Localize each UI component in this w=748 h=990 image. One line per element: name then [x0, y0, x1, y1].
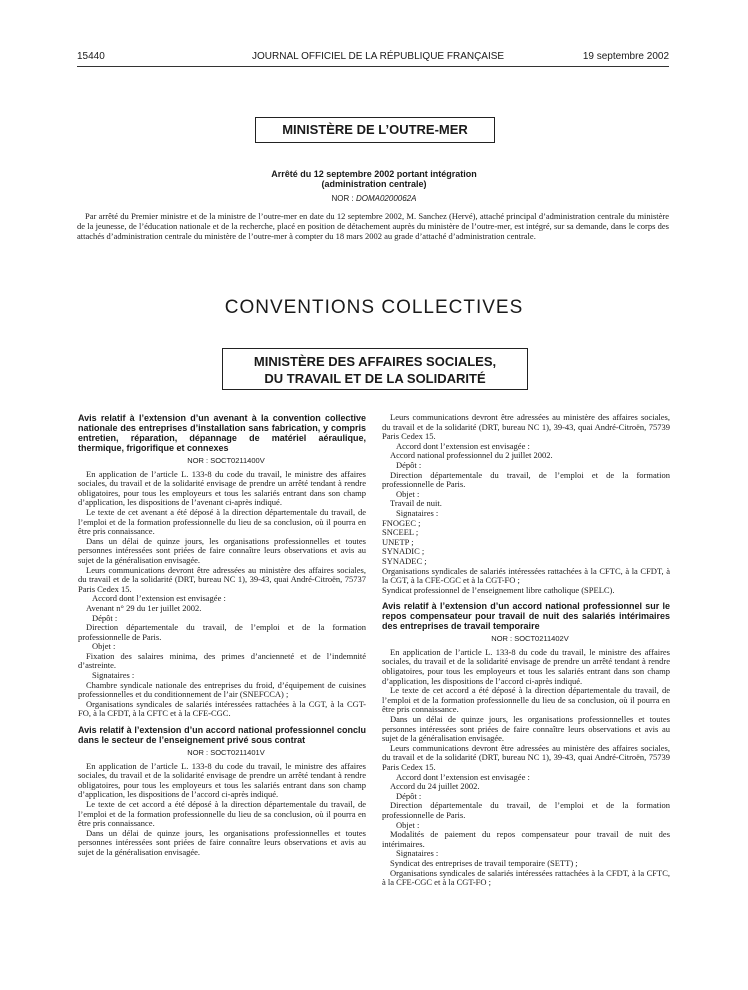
depot-label: Dépôt : — [396, 790, 422, 801]
notice-1-nor: NOR : SOCT0211400V — [187, 456, 265, 465]
notice-1-para: Le texte de cet avenant a été déposé à la direction départementale du travail, de l’emploi et de la formation professionnelle du lieu de sa conclusion, où il pourra en être pris connaissance. — [78, 506, 366, 537]
depot-text: Direction départementale du travail, de l’emploi et de la formation professionnelle de Paris. — [382, 800, 670, 820]
accord-text: Accord national professionnel du 2 juillet 2002. — [390, 450, 553, 461]
signataire: Syndicat des entreprises de travail temporaire (SETT) ; — [390, 857, 578, 868]
objet-text: Travail de nuit. — [390, 498, 442, 509]
notice-1-para: Leurs communications devront être adressées au ministère des affaires sociales, du travail et de la solidarité (DRT, bureau NC 1), 39-43, quai André-Citroën, 75737 Paris Cedex 15. — [78, 564, 366, 594]
objet-label: Objet : — [396, 819, 420, 830]
journal-title: JOURNAL OFFICIEL DE LA RÉPUBLIQUE FRANÇAISE — [252, 51, 505, 62]
objet-label: Objet : — [92, 641, 116, 652]
accord-label: Accord dont l’extension est envisagée : — [92, 593, 226, 604]
arrete-title-line1: Arrêté du 12 septembre 2002 portant intégration — [271, 169, 477, 179]
signataire: SNCEEL ; — [382, 527, 419, 538]
arrete-title — [0, 169, 748, 189]
notice-2-para: Dans un délai de quinze jours, les organisations professionnelles et toutes personnes intéressées sont priées de faire connaître leurs observations et avis au sujet de la généralisation envisagée. — [78, 827, 366, 857]
depot-text: Direction départementale du travail, de l’emploi et de la formation professionnelle de Paris. — [382, 469, 670, 490]
arrete-title-line2: (administration centrale) — [321, 179, 427, 189]
objet-text: Modalités de paiement du repos compensateur pour travail de nuit des intérimaires. — [382, 829, 670, 849]
notice-2-title: Avis relatif à l’extension d’un accord national professionnel conclu dans le secteur de l’enseignement privé sous contrat — [78, 725, 366, 746]
arrete-nor: NOR : DOMA0200062A — [331, 194, 417, 203]
accord-text: Avenant n° 29 du 1er juillet 2002. — [86, 602, 202, 613]
accord-label: Accord dont l’extension est envisagée : — [396, 440, 530, 451]
notice-1-para: Dans un délai de quinze jours, les organisations professionnelles et toutes personnes intéressées sont priées de faire connaître leurs observations et avis au sujet de la généralisation envisagée. — [78, 535, 366, 565]
notice-1-title: Avis relatif à l’extension d’un avenant à la convention collective nationale des entreprises d’installation sans fabrication, y compris entretien, réparation, dépannage de matériel aéraulique, thermique, frigorifique et connexes — [78, 413, 366, 453]
section-title: CONVENTIONS COLLECTIVES — [224, 297, 524, 318]
notice-2-para: Leurs communications devront être adressées au ministère des affaires sociales, du travail et de la solidarité (DRT, bureau NC 1), 39-43, quai André-Citroën, 75739 Paris Cedex 15. — [382, 412, 670, 442]
signataire: Organisations syndicales de salariés intéressées rattachées à la CGT, à la CGT-FO, à la CFDT, à la CFTC et à la CFE-CGC. — [78, 698, 366, 719]
notice-3-para: Le texte de cet accord a été déposé à la direction départementale du travail, de l’emploi et de la formation professionnelle du lieu de sa conclusion, où il pourra en être pris connaissance. — [382, 685, 670, 715]
signataires-label: Signataires : — [92, 670, 135, 681]
signataire: SYNADIC ; — [382, 546, 425, 557]
ministry-outre-mer-heading: MINISTÈRE DE L’OUTRE-MER — [255, 117, 495, 143]
notice-3-para: Dans un délai de quinze jours, les organisations professionnelles et toutes personnes intéressées sont priées de faire connaître leurs observations et avis au sujet de la généralisation envisagée. — [382, 714, 670, 744]
objet-label: Objet : — [396, 488, 420, 499]
signataires-label: Signataires : — [396, 507, 439, 518]
signataire: UNETP ; — [382, 536, 414, 547]
objet-text: Fixation des salaires minima, des primes d’ancienneté et de l’indemnité d’astreinte. — [78, 650, 366, 671]
signataire: Organisations syndicales de salariés intéressées rattachées à la CFTC, à la CFDT, à la CGT, à la CFE-CGC et à la CGT-FO ; — [382, 565, 670, 586]
signataires-label: Signataires : — [396, 848, 439, 859]
accord-label: Accord dont l’extension est envisagée : — [396, 771, 530, 782]
notice-3-para: Leurs communications devront être adressées au ministère des affaires sociales, du travail et de la solidarité (DRT, bureau NC 1), 39-43, quai André-Citroën, 75739 Paris Cedex 15. — [382, 742, 670, 772]
signataire: SYNADEC ; — [382, 555, 427, 566]
notice-3-nor: NOR : SOCT0211402V — [491, 634, 569, 644]
notice-3-para: En application de l’article L. 133-8 du code du travail, le ministre des affaires sociales, du travail et de la solidarité envisage de prendre un arrêté tendant à rendre obligatoires, pour tous les employeurs et tous les salariés entrant dans son champ d’application, les dispositions de l’accord ci-après indiqué. — [382, 646, 670, 686]
accord-text: Accord du 24 juillet 2002. — [390, 781, 480, 792]
signataire: Chambre syndicale nationale des entreprises du froid, d’équipement de cuisines professionnelles et du conditionnement de l’air (SNEFCCA) ; — [78, 679, 366, 700]
arrete-body: Par arrêté du Premier ministre et de la ministre de l’outre-mer en date du 12 septembre 2002, M. Sanchez (Hervé), attaché principal d’administration centrale du ministère de la jeunesse, de l’éducation nationale et de la recherche, placé en position de détachement auprès du ministère de l’outre-mer, est intégré, sur sa demande, dans le corps des attachés d’administration centrale du ministère de l’outre-mer à compter du 18 mars 2002 au grade d’attaché d’administration centrale. — [77, 211, 669, 242]
right-column — [382, 413, 670, 888]
notice-3-title: Avis relatif à l’extension d’un accord national professionnel sur le repos compensateur pour travail de nuit des salariés intérimaires des entreprises de travail temporaire — [382, 601, 670, 632]
signataire: FNOGEC ; — [382, 517, 421, 528]
notice-2-para: Le texte de cet accord a été déposé à la direction départementale du travail, de l’emploi et de la formation professionnelle du lieu de sa conclusion, où il pourra en être pris connaissance. — [78, 799, 366, 829]
notice-1-para: En application de l’article L. 133-8 du code du travail, le ministre des affaires sociales, du travail et de la solidarité envisage de prendre un arrêté tendant à rendre obligatoires, pour tous les employeurs et tous les salariés entrant dans son champ d’application, les dispositions de l’avenant ci-après indiqué. — [78, 468, 366, 508]
ministry-affaires-sociales-heading: MINISTÈRE DES AFFAIRES SOCIALES, DU TRAVAIL ET DE LA SOLIDARITÉ — [222, 348, 528, 390]
signataire: Syndicat professionnel de l’enseignement libre catholique (SPELC). — [382, 584, 615, 595]
notice-2-para: En application de l’article L. 133-8 du code du travail, le ministre des affaires sociales, du travail et de la solidarité envisage de prendre un arrêté tendant à rendre obligatoires, pour tous les employeurs et tous les salariés entrant dans son champ d’application, les dispositions de l’accord ci-après indiqué. — [78, 760, 366, 800]
notice-2-nor: NOR : SOCT0211401V — [187, 748, 265, 758]
depot-label: Dépôt : — [92, 612, 118, 623]
signataire: Organisations syndicales de salariés intéressées rattachées à la CFDT, à la CFTC, à la CFE-CGC et à la CGT-FO ; — [382, 867, 670, 888]
left-column — [78, 413, 366, 858]
page-header — [77, 50, 669, 67]
page-number: 15440 — [77, 51, 105, 62]
depot-text: Direction départementale du travail, de l’emploi et de la formation professionnelle de Paris. — [78, 622, 366, 642]
issue-date: 19 septembre 2002 — [582, 51, 669, 62]
depot-label: Dépôt : — [396, 459, 422, 470]
